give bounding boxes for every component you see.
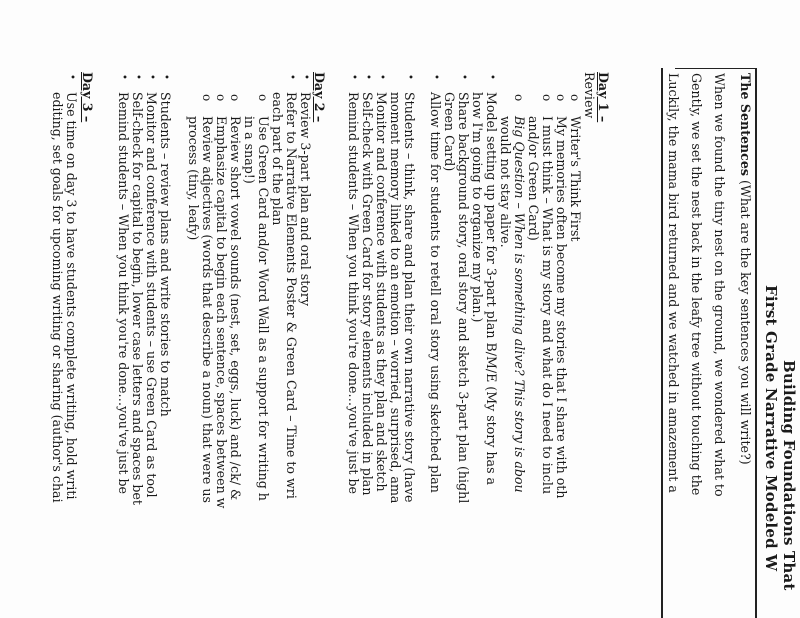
- day2-item-10-marker: •: [146, 74, 157, 80]
- day1-item-0-marker: o: [568, 94, 582, 102]
- day2-item-1-marker: •: [286, 74, 297, 80]
- day1-item-5: would not stay alive.: [498, 116, 513, 248]
- day2-item-6: Emphasize capital to begin each sentence, spaces between w: [214, 116, 229, 509]
- day2-item-6-marker: o: [214, 94, 228, 102]
- day2-item-10: Monitor and conference with students – use Green Card as tool: [144, 92, 159, 498]
- day2-item-8: process (tiny, leafy): [186, 116, 201, 241]
- box-top-rule: [755, 68, 757, 618]
- day1-item-14: Self-check with Green Card for story elements included in plan: [360, 92, 375, 496]
- day3-item-0-marker: •: [66, 74, 77, 80]
- day2-item-12-marker: •: [118, 74, 129, 80]
- day1-item-4-marker: o: [512, 94, 526, 102]
- day2-heading: Day 2 –: [312, 72, 327, 123]
- box-heading-rest: (What are the key sentences you will write?): [738, 179, 753, 465]
- title-line-2: First Grade Narrative Modeled W: [762, 285, 780, 572]
- day1-item-8-marker: •: [458, 74, 469, 80]
- day1-item-14-marker: •: [362, 74, 373, 80]
- day1-item-2-marker: o: [540, 94, 554, 102]
- day2-item-11-marker: •: [132, 74, 143, 80]
- box-heading-bold: The Sentences: [738, 73, 753, 176]
- box-bottom-rule: [661, 68, 663, 618]
- day1-item-4: Big Question – When is something alive? This story is abou: [512, 116, 527, 493]
- day2-item-3: Use Green Card and/or Word Wall as a support for writing h: [256, 116, 271, 501]
- day1-item-15-marker: •: [348, 74, 359, 80]
- day2-item-5: Review short vowel sounds (nest, set, eggs, luck) and /ck/ &: [228, 116, 243, 501]
- day3-heading: Day 3 –: [80, 72, 95, 123]
- day1-heading: Day 1 –: [596, 72, 611, 123]
- day1-item-6: Model setting up paper for 3-part plan B/M/E (My story has a: [484, 92, 499, 486]
- day2-item-7: Review adjectives (words that describe a noun) that were us: [200, 116, 215, 503]
- day1-item-1: My memories often become my stories that I share with oth: [554, 116, 569, 499]
- day1-item-8: Share background story, oral story and sketch 3-part plan (highl: [456, 92, 471, 504]
- day1-subheading: Review: [582, 72, 597, 119]
- day2-item-7-marker: o: [200, 94, 214, 102]
- day1-item-6-marker: •: [486, 74, 497, 80]
- day2-item-12: Remind students – When you think you're done…you've just be: [116, 92, 131, 494]
- day1-item-15: Remind students – When you think you're done…you've just be: [346, 92, 361, 494]
- day1-item-0: Writer's Think First: [568, 116, 583, 242]
- day1-item-2: I must think – What is my story and what do I need to inclu: [540, 116, 555, 495]
- day2-item-5-marker: o: [228, 94, 242, 102]
- box-line-1: When we found the tiny nest on the ground, we wondered what to: [712, 73, 727, 497]
- box-heading: [738, 73, 752, 465]
- day1-item-12: moment memory linked to an emotion – worried, surprised, ama: [388, 92, 403, 504]
- box-left-rule: [675, 68, 757, 69]
- day1-item-3: and/or Green Card): [526, 116, 541, 241]
- day2-item-2: each part of the plan: [270, 92, 285, 226]
- day3-item-0: Use time on day 3 to have students complete writing, hold writi: [64, 92, 79, 500]
- day2-item-9-marker: •: [160, 74, 171, 80]
- day2-item-9: Students – review plans and write stories to match: [158, 92, 173, 417]
- title-line-1: Building Foundations That: [780, 360, 798, 591]
- day1-item-13: Monitor and conference with students as they plan and sketch: [374, 92, 389, 492]
- day3-item-1: editing, set goals for upcoming writing or sharing (author's chai: [50, 92, 65, 503]
- day1-item-9: Green Card): [442, 92, 457, 172]
- day1-item-11-marker: •: [404, 74, 415, 80]
- day2-item-1: Refer to Narrative Elements Poster & Green Card – Time to wri: [284, 92, 299, 499]
- day2-item-3-marker: o: [256, 94, 270, 102]
- box-line-2: Gently, we set the nest back in the leafy tree without touching the: [689, 73, 704, 496]
- day1-item-11: Students – think, share and plan their own narrative story (have: [402, 92, 417, 503]
- day2-item-0: Review 3-part plan and oral story: [298, 92, 313, 307]
- day1-item-13-marker: •: [376, 74, 387, 80]
- day2-item-11: Self-check for capital to begin, lower case letters and spaces bet: [130, 92, 145, 505]
- day1-item-10: Allow time for students to retell oral story using sketched plan: [428, 92, 443, 493]
- day1-item-1-marker: o: [554, 94, 568, 102]
- day1-item-7: how I'm going to organize my plan.): [470, 92, 485, 323]
- day1-item-10-marker: •: [430, 74, 441, 80]
- box-line-3: Luckily, the mama bird returned and we watched in amazement a: [666, 73, 681, 493]
- day2-item-4: in a snap!): [242, 116, 257, 184]
- day2-item-0-marker: •: [300, 74, 311, 80]
